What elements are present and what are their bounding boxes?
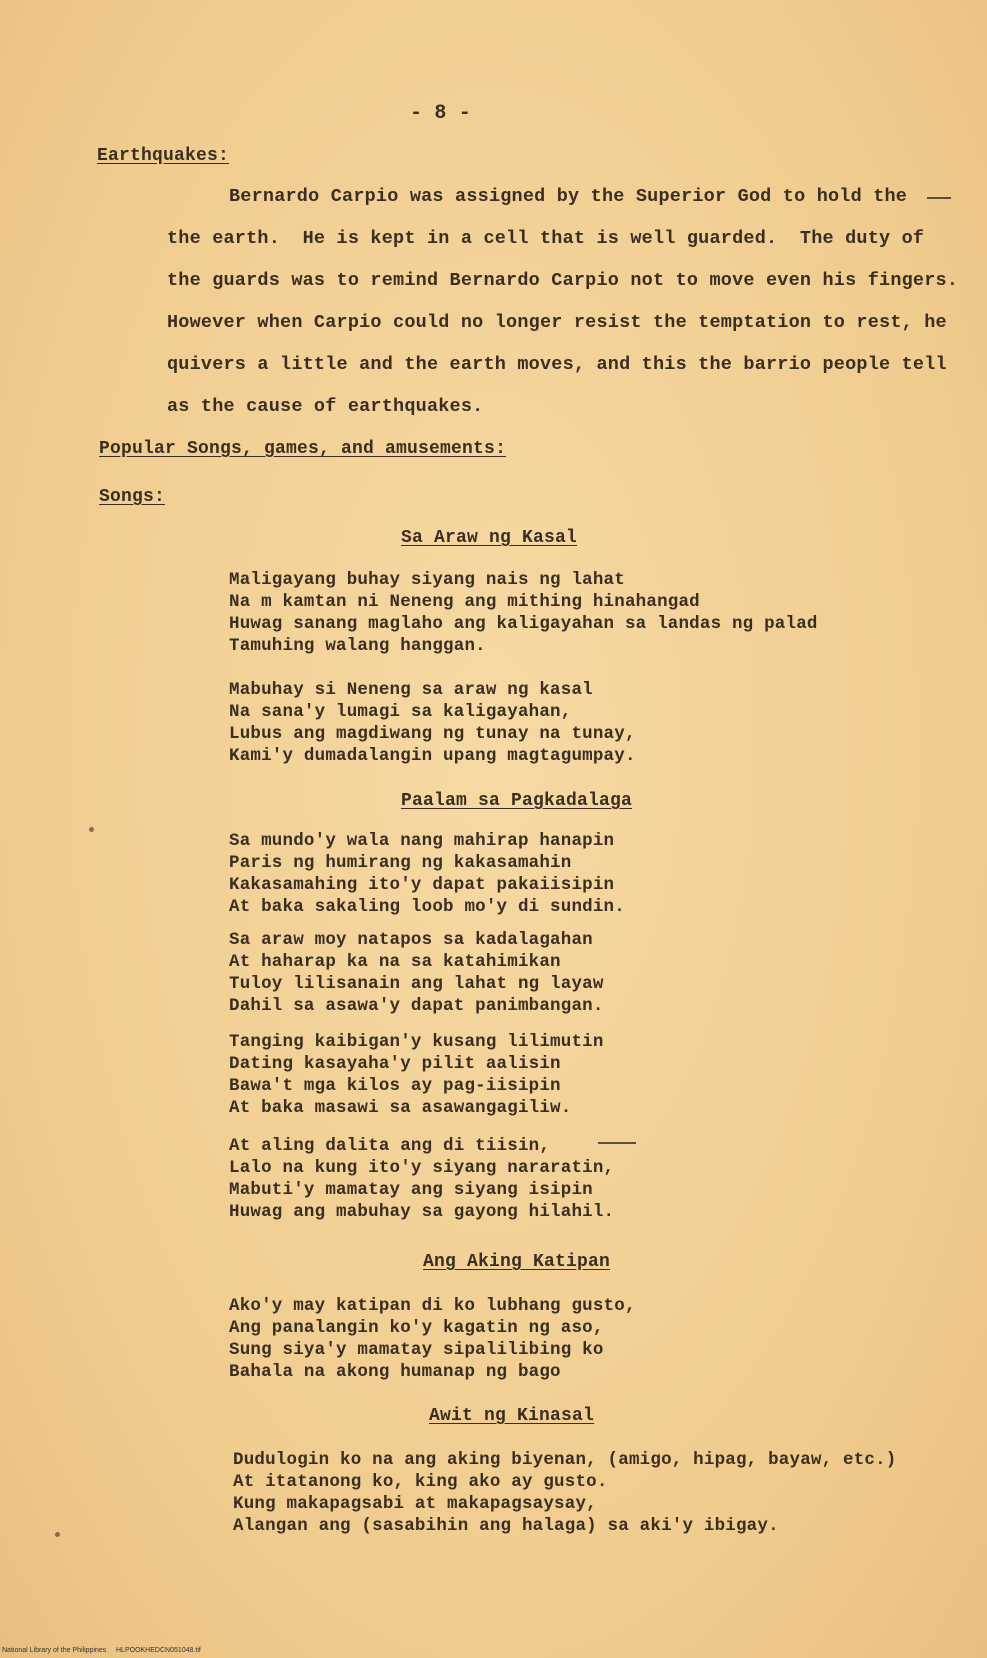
song-line: At haharap ka na sa katahimikan <box>229 952 561 972</box>
popular-heading: Popular Songs, games, and amusements: <box>99 439 507 459</box>
paper-spot <box>55 1532 60 1537</box>
song-line: Mabuti'y mamatay ang siyang isipin <box>229 1180 593 1200</box>
song-line: Lubus ang magdiwang ng tunay na tunay, <box>229 724 636 744</box>
song-line: Dating kasayaha'y pilit aalisin <box>229 1054 561 1074</box>
song-line: Tamuhing walang hanggan. <box>229 636 486 656</box>
song-title: Sa Araw ng Kasal <box>401 528 578 548</box>
song-line: Lalo na kung ito'y siyang nararatin, <box>229 1158 615 1178</box>
song-line: At baka sakaling loob mo'y di sundin. <box>229 897 625 917</box>
song-line: Maligayang buhay siyang nais ng lahat <box>229 570 625 590</box>
paper-spot <box>89 827 94 832</box>
song-line: At itatanong ko, king ako ay gusto. <box>233 1472 608 1492</box>
song-line: Na sana'y lumagi sa kaligayahan, <box>229 702 572 722</box>
song-line: Huwag sanang maglaho ang kaligayahan sa landas ng palad <box>229 614 818 634</box>
earthquakes-heading: Earthquakes: <box>97 146 230 166</box>
paragraph-line: quivers a little and the earth moves, and this the barrio people tell <box>167 354 947 375</box>
paragraph-line: the earth. He is kept in a cell that is well guarded. The duty of <box>167 228 925 249</box>
songs-heading: Songs: <box>99 487 166 507</box>
paragraph-line: However when Carpio could no longer resist the temptation to rest, he <box>167 312 947 333</box>
song-line: Huwag ang mabuhay sa gayong hilahil. <box>229 1202 615 1222</box>
song-title: Awit ng Kinasal <box>429 1406 595 1426</box>
song-line: At aling dalita ang di tiisin, <box>229 1136 551 1156</box>
song-line: Dahil sa asawa'y dapat panimbangan. <box>229 996 604 1016</box>
song-line: Tanging kaibigan'y kusang lilimutin <box>229 1032 604 1052</box>
song-line: Kami'y dumadalangin upang magtagumpay. <box>229 746 636 766</box>
archive-footer: National Library of the Philippines HLPOOKHEDCN051048.tif <box>2 1647 201 1654</box>
song-title: Ang Aking Katipan <box>423 1252 611 1272</box>
song-line: At baka masawi sa asawangagiliw. <box>229 1098 572 1118</box>
song-title: Paalam sa Pagkadalaga <box>401 791 633 811</box>
song-line: Mabuhay si Neneng sa araw ng kasal <box>229 680 593 700</box>
paragraph-line: the guards was to remind Bernardo Carpio not to move even his fingers. <box>167 270 959 291</box>
song-line: Ang panalangin ko'y kagatin ng aso, <box>229 1318 604 1338</box>
song-line: Alangan ang (sasabihin ang halaga) sa aki'y ibigay. <box>233 1516 779 1536</box>
song-line: Sa araw moy natapos sa kadalagahan <box>229 930 593 950</box>
stray-pen-mark <box>598 1142 636 1144</box>
song-line: Ako'y may katipan di ko lubhang gusto, <box>229 1296 636 1316</box>
song-line: Kakasamahing ito'y dapat pakaiisipin <box>229 875 615 895</box>
margin-mark <box>927 197 951 199</box>
song-line: Bahala na akong humanap ng bago <box>229 1362 561 1382</box>
paragraph-line: as the cause of earthquakes. <box>167 396 484 417</box>
song-line: Sung siya'y mamatay sipalilibing ko <box>229 1340 604 1360</box>
paragraph-line: Bernardo Carpio was assigned by the Superior God to hold the <box>229 186 908 207</box>
song-line: Dudulogin ko na ang aking biyenan, (amigo, hipag, bayaw, etc.) <box>233 1450 897 1470</box>
song-line: Kung makapagsabi at makapagsaysay, <box>233 1494 597 1514</box>
song-line: Paris ng humirang ng kakasamahin <box>229 853 572 873</box>
song-line: Sa mundo'y wala nang mahirap hanapin <box>229 831 615 851</box>
song-line: Na m kamtan ni Neneng ang mithing hinahangad <box>229 592 700 612</box>
page-number: - 8 - <box>410 102 472 125</box>
song-line: Bawa't mga kilos ay pag-iisipin <box>229 1076 561 1096</box>
song-line: Tuloy lilisanain ang lahat ng layaw <box>229 974 604 994</box>
